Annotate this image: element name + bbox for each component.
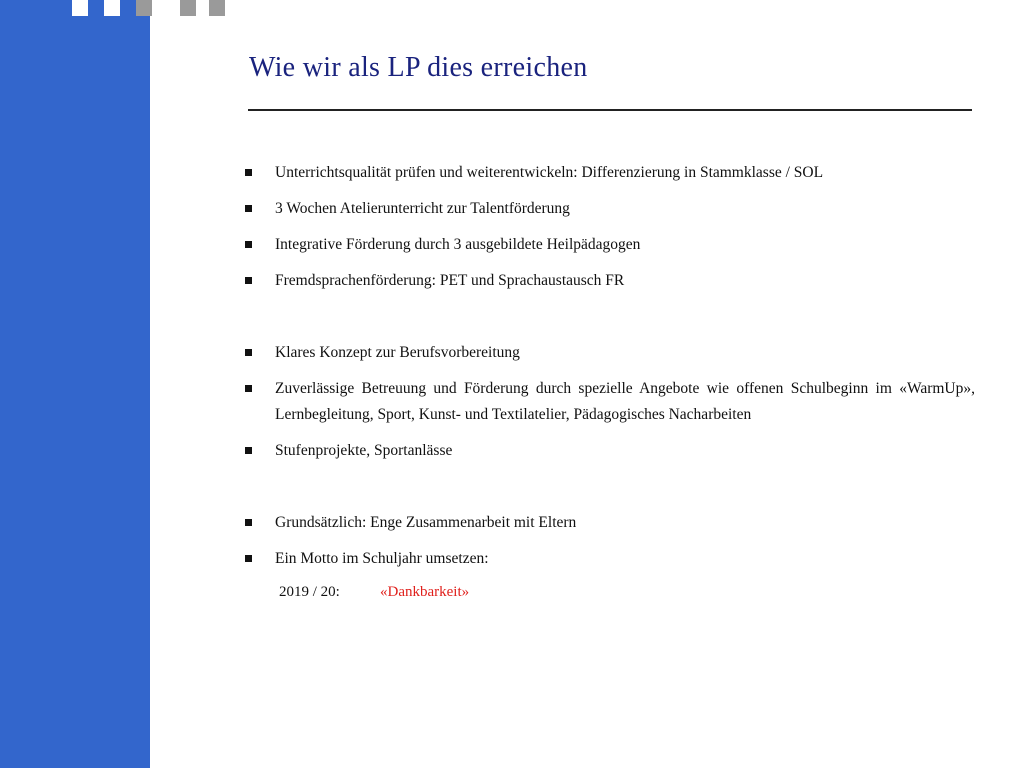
decor-square [209,0,225,16]
list-item [240,196,975,222]
list-item [240,232,975,258]
title-divider [248,109,972,111]
bullet-square-icon [245,519,252,526]
list-item [240,546,975,572]
list-item [240,160,975,186]
decor-square [72,0,88,16]
list-item-text: Stufenprojekte, Sportanlässe [275,442,453,459]
motto-value: «Dankbarkeit» [380,584,470,600]
bullet-list [240,160,975,572]
bullet-square-icon [245,385,252,392]
decor-square [180,0,196,16]
list-item-text: Unterrichtsqualität prüfen und weiterentwickeln: Differenzierung in Stammklasse / SOL [275,164,824,181]
motto-year: 2019 / 20: [279,584,340,600]
bullet-square-icon [245,555,252,562]
bullet-square-icon [245,169,252,176]
bullet-square-icon [245,349,252,356]
bullet-square-icon [245,205,252,212]
list-item [240,268,975,294]
bullet-square-icon [245,241,252,248]
decor-square [104,0,120,16]
list-item-text: Fremdsprachenförderung: PET und Sprachaustausch FR [275,272,625,289]
list-item [240,376,975,428]
list-item [240,340,975,366]
bullet-square-icon [245,447,252,454]
decor-square [136,0,152,16]
list-item-text: Ein Motto im Schuljahr umsetzen: [275,550,489,567]
bullet-square-icon [245,277,252,284]
motto-line [279,584,470,601]
list-item-text: Grundsätzlich: Enge Zusammenarbeit mit Eltern [275,514,577,531]
list-item [240,510,975,536]
decorative-squares [0,0,240,16]
left-accent-bar [0,0,150,768]
slide-title: Wie wir als LP dies erreichen [249,52,588,83]
list-item-text: Klares Konzept zur Berufsvorbereitung [275,344,520,361]
list-item [240,438,975,464]
list-item-text: Integrative Förderung durch 3 ausgebildete Heilpädagogen [275,236,641,253]
list-item-text: Zuverlässige Betreuung und Förderung durch spezielle Angebote wie offenen Schulbeginn im «WarmUp», Lernbegleitung, Sport, Kunst- und Textilatelier, Pädagogisches Nacharbeiten [275,380,975,423]
list-item-text: 3 Wochen Atelierunterricht zur Talentförderung [275,200,570,217]
